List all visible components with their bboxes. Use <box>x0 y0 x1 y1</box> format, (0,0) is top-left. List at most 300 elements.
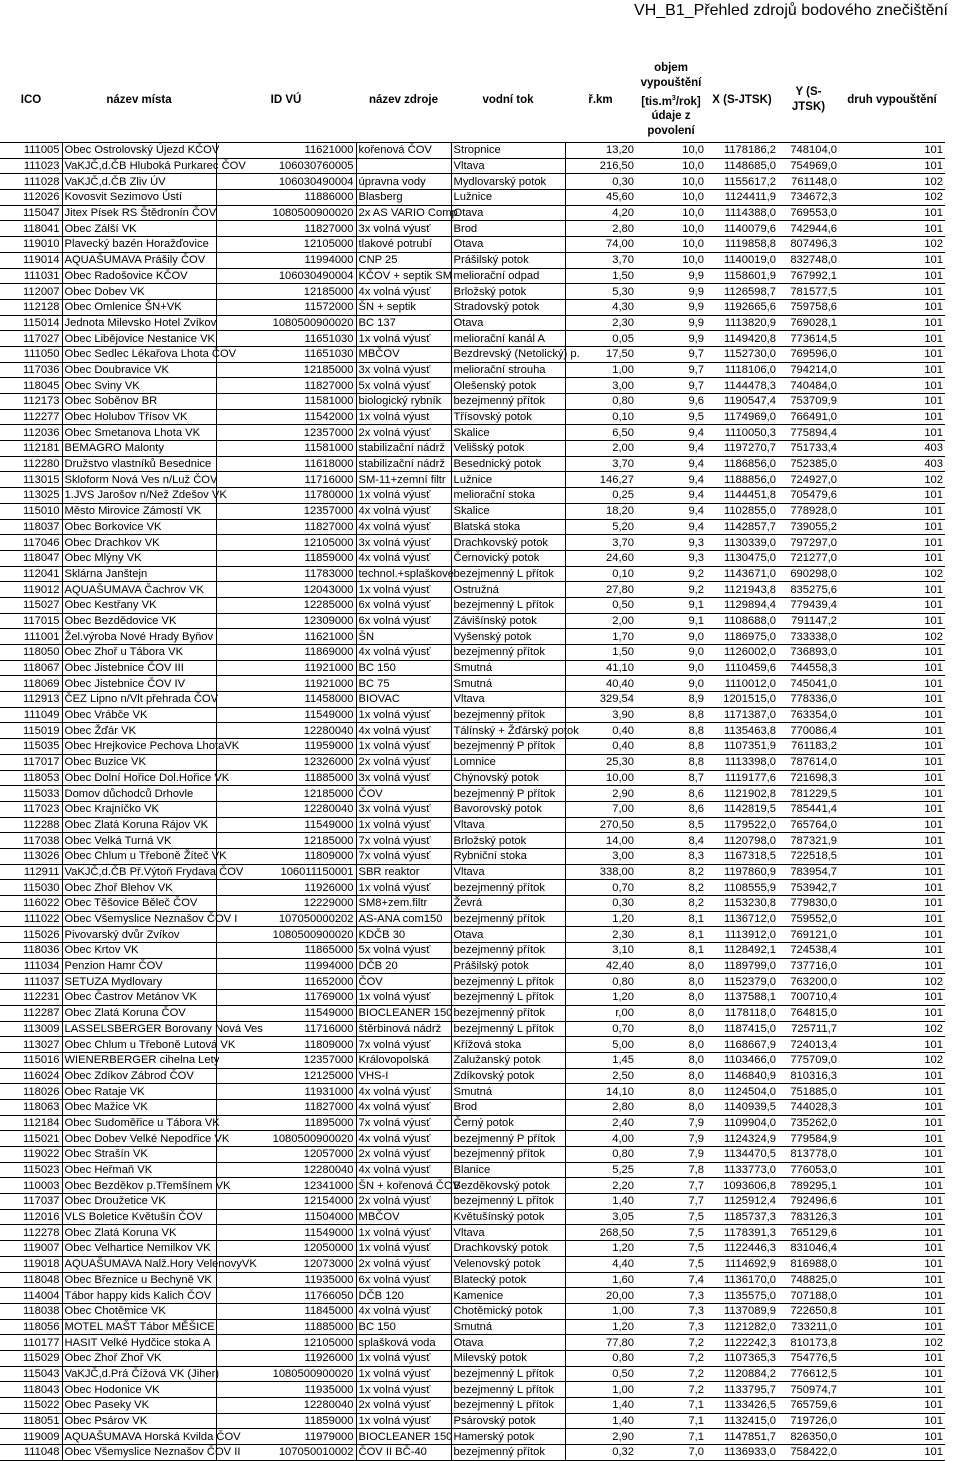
cell-nazev-mista: VaKJČ,d.Prá Čížová VK (Jiher) <box>62 1366 216 1382</box>
cell-nazev-mista: Obec Krtov VK <box>62 943 216 959</box>
cell-rkm: 2,00 <box>565 441 636 457</box>
cell-rkm: 1,70 <box>565 629 636 645</box>
cell-vodni-tok: Vltava <box>451 817 565 833</box>
cell-id-vu: 11549000 <box>216 707 356 723</box>
cell-vodni-tok: Otava <box>451 205 565 221</box>
cell-vodni-tok: bezejmenný přítok <box>451 1005 565 1021</box>
table-row <box>0 1178 945 1194</box>
cell-y: 769596,0 <box>778 346 839 362</box>
cell-ico: 118063 <box>0 1099 62 1115</box>
cell-y: 787321,9 <box>778 833 839 849</box>
cell-y: 737716,0 <box>778 958 839 974</box>
cell-y: 781229,5 <box>778 786 839 802</box>
cell-nazev-mista: Obec Krajníčko VK <box>62 801 216 817</box>
cell-nazev-mista: Obec Sudoměřice u Tábora VK <box>62 1115 216 1131</box>
cell-ico: 115030 <box>0 880 62 896</box>
cell-nazev-zdroje: BC 150 <box>356 1319 451 1335</box>
cell-objem: 7,3 <box>636 1319 706 1335</box>
cell-rkm: r,00 <box>565 1005 636 1021</box>
cell-x: 1108688,0 <box>706 613 778 629</box>
cell-x: 1120798,0 <box>706 833 778 849</box>
cell-id-vu: 11651030 <box>216 346 356 362</box>
cell-rkm: 2,50 <box>565 1068 636 1084</box>
cell-nazev-mista: Domov důchodců Drhovle <box>62 786 216 802</box>
cell-druh: 101 <box>839 739 945 755</box>
cell-y: 769553,0 <box>778 205 839 221</box>
cell-y: 724927,0 <box>778 472 839 488</box>
cell-ico: 115014 <box>0 315 62 331</box>
cell-druh: 101 <box>839 1068 945 1084</box>
cell-ico: 117037 <box>0 1194 62 1210</box>
cell-ico: 118037 <box>0 519 62 535</box>
cell-id-vu: 11979000 <box>216 1429 356 1445</box>
cell-vodni-tok: Květušínský potok <box>451 1209 565 1225</box>
cell-nazev-mista: Obec Doubravice VK <box>62 362 216 378</box>
cell-x: 1114388,0 <box>706 205 778 221</box>
cell-rkm: 27,80 <box>565 582 636 598</box>
cell-vodni-tok: Tálínský + Žďárský potok <box>451 723 565 739</box>
cell-rkm: 0,80 <box>565 394 636 410</box>
cell-id-vu: 106030760005 <box>216 158 356 174</box>
cell-druh: 101 <box>839 801 945 817</box>
cell-y: 752385,0 <box>778 456 839 472</box>
cell-id-vu: 11581000 <box>216 394 356 410</box>
cell-nazev-mista: Jednota Milevsko Hotel Zvíkov <box>62 315 216 331</box>
cell-y: 742944,6 <box>778 221 839 237</box>
cell-nazev-zdroje: 2x volná výusť <box>356 1194 451 1210</box>
cell-objem: 9,0 <box>636 629 706 645</box>
cell-objem: 9,7 <box>636 346 706 362</box>
cell-druh: 101 <box>839 770 945 786</box>
cell-id-vu: 11885000 <box>216 770 356 786</box>
cell-y: 781577,5 <box>778 284 839 300</box>
cell-ico: 119018 <box>0 1256 62 1272</box>
cell-druh: 101 <box>839 346 945 362</box>
cell-vodni-tok: bezejmenný L přítok <box>451 566 565 582</box>
cell-nazev-zdroje: VHS-I <box>356 1068 451 1084</box>
cell-rkm: 3,00 <box>565 848 636 864</box>
table-row <box>0 1413 945 1429</box>
cell-rkm: 2,80 <box>565 221 636 237</box>
cell-nazev-mista: Obec Těšovice Běleč ČOV <box>62 896 216 912</box>
cell-nazev-zdroje: ŠN <box>356 629 451 645</box>
cell-nazev-zdroje: ŠN + septik <box>356 299 451 315</box>
cell-rkm: 1,20 <box>565 1241 636 1257</box>
cell-nazev-mista: VaKJČ,d.ČB Hluboká Purkarec ČOV <box>62 158 216 174</box>
cell-rkm: 14,00 <box>565 833 636 849</box>
cell-rkm: 0,30 <box>565 174 636 190</box>
cell-nazev-mista: Obec Zhoř u Tábora VK <box>62 645 216 661</box>
cell-objem: 9,4 <box>636 472 706 488</box>
cell-objem: 7,9 <box>636 1147 706 1163</box>
cell-objem: 8,2 <box>636 864 706 880</box>
cell-ico: 112184 <box>0 1115 62 1131</box>
cell-id-vu: 12280040 <box>216 1398 356 1414</box>
cell-y: 705479,6 <box>778 488 839 504</box>
cell-id-vu: 106030490004 <box>216 268 356 284</box>
cell-ico: 118043 <box>0 1382 62 1398</box>
cell-x: 1107365,3 <box>706 1350 778 1366</box>
cell-id-vu: 12105000 <box>216 1335 356 1351</box>
cell-y: 826350,0 <box>778 1429 839 1445</box>
cell-druh: 101 <box>839 221 945 237</box>
cell-id-vu: 11935000 <box>216 1272 356 1288</box>
cell-nazev-mista: Obec Ostrolovský Újezd KČOV <box>62 143 216 159</box>
cell-y: 779584,9 <box>778 1131 839 1147</box>
cell-id-vu: 11994000 <box>216 958 356 974</box>
table-row <box>0 1319 945 1335</box>
header-nazev-zdroje: název zdroje <box>368 93 439 106</box>
cell-vodni-tok: Chotěmický potok <box>451 1303 565 1319</box>
cell-druh: 101 <box>839 676 945 692</box>
cell-nazev-mista: Jitex Písek RS Štědronín ČOV <box>62 205 216 221</box>
cell-vodni-tok: Brložský potok <box>451 284 565 300</box>
cell-x: 1140079,6 <box>706 221 778 237</box>
cell-rkm: 4,30 <box>565 299 636 315</box>
cell-x: 1186975,0 <box>706 629 778 645</box>
cell-nazev-mista: AQUAŠUMAVA Prášily ČOV <box>62 252 216 268</box>
cell-rkm: 0,80 <box>565 1350 636 1366</box>
cell-id-vu: 1080500900020 <box>216 1366 356 1382</box>
cell-y: 787614,0 <box>778 754 839 770</box>
table-row <box>0 1037 945 1053</box>
cell-nazev-mista: Tábor happy kids Kalich ČOV <box>62 1288 216 1304</box>
cell-id-vu: 11935000 <box>216 1382 356 1398</box>
cell-ico: 118026 <box>0 1084 62 1100</box>
cell-x: 1110050,3 <box>706 425 778 441</box>
cell-druh: 101 <box>839 1131 945 1147</box>
cell-objem: 8,1 <box>636 911 706 927</box>
cell-rkm: 0,70 <box>565 1021 636 1037</box>
cell-vodni-tok: Kamenice <box>451 1288 565 1304</box>
cell-nazev-zdroje: 7x volná výusť <box>356 833 451 849</box>
cell-objem: 8,2 <box>636 880 706 896</box>
cell-y: 791147,2 <box>778 613 839 629</box>
cell-objem: 9,0 <box>636 645 706 661</box>
cell-druh: 102 <box>839 1052 945 1068</box>
cell-druh: 101 <box>839 394 945 410</box>
cell-x: 1197860,9 <box>706 864 778 880</box>
cell-objem: 9,4 <box>636 441 706 457</box>
cell-nazev-zdroje: 1x volná výusť <box>356 331 451 347</box>
cell-druh: 101 <box>839 833 945 849</box>
cell-objem: 8,8 <box>636 723 706 739</box>
cell-y: 794214,0 <box>778 362 839 378</box>
table-row <box>0 268 945 284</box>
cell-druh: 101 <box>839 692 945 708</box>
cell-y: 750974,7 <box>778 1382 839 1398</box>
table-row <box>0 550 945 566</box>
cell-y: 813778,0 <box>778 1147 839 1163</box>
cell-id-vu: 11931000 <box>216 1084 356 1100</box>
cell-druh: 101 <box>839 143 945 159</box>
cell-x: 1122446,3 <box>706 1241 778 1257</box>
cell-nazev-zdroje: 4x volná výusť <box>356 1162 451 1178</box>
cell-druh: 101 <box>839 1413 945 1429</box>
cell-id-vu: 1080500900020 <box>216 205 356 221</box>
table-row <box>0 535 945 551</box>
cell-objem: 7,2 <box>636 1382 706 1398</box>
header-ico: ICO <box>20 93 42 106</box>
cell-id-vu: 12357000 <box>216 503 356 519</box>
cell-nazev-mista: Město Mirovice Zámostí VK <box>62 503 216 519</box>
cell-x: 1178118,0 <box>706 1005 778 1021</box>
cell-ico: 111037 <box>0 974 62 990</box>
table-row <box>0 1084 945 1100</box>
cell-ico: 118053 <box>0 770 62 786</box>
cell-nazev-mista: Obec Jistebnice ČOV III <box>62 660 216 676</box>
cell-druh: 102 <box>839 629 945 645</box>
cell-ico: 118047 <box>0 550 62 566</box>
cell-x: 1121902,8 <box>706 786 778 802</box>
cell-vodni-tok: Velišský potok <box>451 441 565 457</box>
cell-nazev-mista: Obec Borkovice VK <box>62 519 216 535</box>
cell-nazev-mista: ČEZ Lipno n/Vlt přehrada ČOV <box>62 692 216 708</box>
cell-vodni-tok: bezejmenný L přítok <box>451 597 565 613</box>
cell-rkm: 0,70 <box>565 880 636 896</box>
cell-nazev-mista: Obec Rataje VK <box>62 1084 216 1100</box>
cell-objem: 8,1 <box>636 927 706 943</box>
cell-druh: 101 <box>839 1382 945 1398</box>
cell-nazev-mista: Obec Mlýny VK <box>62 550 216 566</box>
cell-id-vu: 11921000 <box>216 676 356 692</box>
cell-druh: 403 <box>839 456 945 472</box>
cell-x: 1168667,9 <box>706 1037 778 1053</box>
cell-nazev-zdroje: 1x volná výusť <box>356 739 451 755</box>
cell-x: 1140019,0 <box>706 252 778 268</box>
cell-y: 776612,5 <box>778 1366 839 1382</box>
cell-y: 766491,0 <box>778 409 839 425</box>
cell-vodni-tok: bezejmenný L přítok <box>451 1366 565 1382</box>
header-objem <box>636 58 706 143</box>
cell-y: 753942,7 <box>778 880 839 896</box>
cell-ico: 112016 <box>0 1209 62 1225</box>
cell-x: 1135575,0 <box>706 1288 778 1304</box>
cell-x: 1133426,5 <box>706 1398 778 1414</box>
cell-rkm: 18,20 <box>565 503 636 519</box>
cell-id-vu: 106030490004 <box>216 174 356 190</box>
cell-rkm: 2,80 <box>565 1099 636 1115</box>
cell-nazev-mista: Obec Chlum u Třeboně Lutová VK <box>62 1037 216 1053</box>
cell-nazev-zdroje: biologický rybník <box>356 394 451 410</box>
cell-nazev-zdroje: 4x volná výusť <box>356 519 451 535</box>
cell-id-vu: 11652000 <box>216 974 356 990</box>
cell-rkm: 2,00 <box>565 613 636 629</box>
cell-nazev-mista: Obec Velhartice Nemilkov VK <box>62 1241 216 1257</box>
table-row <box>0 911 945 927</box>
cell-rkm: 2,30 <box>565 927 636 943</box>
cell-vodni-tok: Rybniční stoka <box>451 848 565 864</box>
cell-ico: 119010 <box>0 237 62 253</box>
cell-x: 1178186,2 <box>706 143 778 159</box>
cell-druh: 101 <box>839 707 945 723</box>
cell-ico: 118067 <box>0 660 62 676</box>
cell-nazev-zdroje: úpravna vody <box>356 174 451 190</box>
cell-nazev-zdroje: 3x volná výusť <box>356 535 451 551</box>
cell-nazev-zdroje: 1x volná výusť <box>356 817 451 833</box>
cell-ico: 110177 <box>0 1335 62 1351</box>
cell-vodni-tok: Velenovský potok <box>451 1256 565 1272</box>
cell-objem: 10,0 <box>636 143 706 159</box>
cell-objem: 8,8 <box>636 754 706 770</box>
cell-druh: 101 <box>839 1178 945 1194</box>
cell-ico: 112280 <box>0 456 62 472</box>
cell-objem: 8,8 <box>636 739 706 755</box>
cell-y: 792496,6 <box>778 1194 839 1210</box>
cell-druh: 101 <box>839 409 945 425</box>
cell-vodni-tok: meliorační strouha <box>451 362 565 378</box>
cell-vodni-tok: Prášilský potok <box>451 252 565 268</box>
cell-objem: 9,4 <box>636 503 706 519</box>
cell-y: 764815,0 <box>778 1005 839 1021</box>
table-row <box>0 1288 945 1304</box>
cell-druh: 101 <box>839 1319 945 1335</box>
table-body <box>0 143 945 1461</box>
cell-y: 725711,7 <box>778 1021 839 1037</box>
cell-ico: 112287 <box>0 1005 62 1021</box>
cell-objem: 7,3 <box>636 1288 706 1304</box>
cell-objem: 9,4 <box>636 519 706 535</box>
cell-druh: 101 <box>839 378 945 394</box>
cell-y: 773614,5 <box>778 331 839 347</box>
cell-id-vu: 12280040 <box>216 1162 356 1178</box>
cell-nazev-mista: Obec Sedlec Lékařova Lhota ČOV <box>62 346 216 362</box>
cell-y: 733338,0 <box>778 629 839 645</box>
cell-objem: 7,7 <box>636 1178 706 1194</box>
cell-ico: 115029 <box>0 1350 62 1366</box>
cell-objem: 8,6 <box>636 786 706 802</box>
cell-nazev-zdroje: ČOV <box>356 786 451 802</box>
cell-y: 754776,5 <box>778 1350 839 1366</box>
cell-ico: 115022 <box>0 1398 62 1414</box>
cell-id-vu: 11549000 <box>216 817 356 833</box>
cell-rkm: 0,25 <box>565 488 636 504</box>
cell-x: 1132415,0 <box>706 1413 778 1429</box>
cell-objem: 8,8 <box>636 707 706 723</box>
cell-nazev-mista: Obec Bezdědovice VK <box>62 613 216 629</box>
table-row <box>0 1005 945 1021</box>
cell-x: 1124411,9 <box>706 190 778 206</box>
cell-y: 765764,0 <box>778 817 839 833</box>
cell-nazev-zdroje: 4x volná výusť <box>356 503 451 519</box>
cell-nazev-mista: Obec Strašín VK <box>62 1147 216 1163</box>
cell-rkm: 1,20 <box>565 911 636 927</box>
cell-y: 721277,0 <box>778 550 839 566</box>
cell-nazev-mista: Obec Zálší VK <box>62 221 216 237</box>
cell-nazev-mista: BEMAGRO Malonty <box>62 441 216 457</box>
cell-y: 783126,3 <box>778 1209 839 1225</box>
cell-nazev-zdroje: BC 75 <box>356 676 451 692</box>
cell-y: 744028,3 <box>778 1099 839 1115</box>
cell-vodni-tok: Bavorovský potok <box>451 801 565 817</box>
cell-rkm: 77,80 <box>565 1335 636 1351</box>
cell-ico: 113027 <box>0 1037 62 1053</box>
cell-rkm: 1,00 <box>565 1382 636 1398</box>
cell-y: 745041,0 <box>778 676 839 692</box>
cell-ico: 116022 <box>0 896 62 912</box>
table-row <box>0 1272 945 1288</box>
cell-nazev-zdroje: technol.+splaškové <box>356 566 451 582</box>
cell-nazev-mista: Obec Vrábče VK <box>62 707 216 723</box>
cell-druh: 101 <box>839 205 945 221</box>
cell-rkm: 3,90 <box>565 707 636 723</box>
cell-vodni-tok: Otava <box>451 315 565 331</box>
cell-id-vu: 12043000 <box>216 582 356 598</box>
cell-ico: 115027 <box>0 597 62 613</box>
cell-vodni-tok: Vyšenský potok <box>451 629 565 645</box>
cell-ico: 115026 <box>0 927 62 943</box>
cell-druh: 101 <box>839 1445 945 1461</box>
cell-vodni-tok: Stropnice <box>451 143 565 159</box>
cell-id-vu: 11926000 <box>216 1350 356 1366</box>
cell-id-vu: 12326000 <box>216 754 356 770</box>
cell-vodni-tok: Zalužanský potok <box>451 1052 565 1068</box>
cell-nazev-zdroje: 1x volná výusť <box>356 1382 451 1398</box>
cell-nazev-mista: Obec Droužetice VK <box>62 1194 216 1210</box>
cell-nazev-zdroje: 7x volná výusť <box>356 1037 451 1053</box>
cell-vodni-tok: bezejmenný L přítok <box>451 1021 565 1037</box>
cell-x: 1142857,7 <box>706 519 778 535</box>
cell-objem: 7,4 <box>636 1272 706 1288</box>
cell-objem: 7,2 <box>636 1350 706 1366</box>
cell-objem: 9,5 <box>636 409 706 425</box>
cell-x: 1121943,8 <box>706 582 778 598</box>
cell-nazev-zdroje: kořenová ČOV <box>356 143 451 159</box>
cell-objem: 9,0 <box>636 660 706 676</box>
cell-y: 733211,0 <box>778 1319 839 1335</box>
cell-nazev-zdroje: 2x volná výusť <box>356 1398 451 1414</box>
cell-objem: 7,1 <box>636 1429 706 1445</box>
cell-vodni-tok: bezejmenný přítok <box>451 1147 565 1163</box>
cell-nazev-mista: AQUAŠUMAVA Nalž.Hory VelenovyVK <box>62 1256 216 1272</box>
cell-druh: 101 <box>839 786 945 802</box>
cell-vodni-tok: bezejmenný P přítok <box>451 1131 565 1147</box>
cell-y: 724013,4 <box>778 1037 839 1053</box>
cell-druh: 101 <box>839 645 945 661</box>
cell-id-vu: 11549000 <box>216 1005 356 1021</box>
table-row <box>0 801 945 817</box>
table-row <box>0 707 945 723</box>
cell-nazev-zdroje: tlakové potrubí <box>356 237 451 253</box>
table-row <box>0 205 945 221</box>
cell-nazev-mista: VLS Boletice Květušín ČOV <box>62 1209 216 1225</box>
cell-nazev-mista: Obec Bezděkov p.Třemšínem VK <box>62 1178 216 1194</box>
cell-druh: 101 <box>839 597 945 613</box>
cell-ico: 115019 <box>0 723 62 739</box>
cell-ico: 111050 <box>0 346 62 362</box>
table-row <box>0 1225 945 1241</box>
cell-id-vu: 11572000 <box>216 299 356 315</box>
cell-vodni-tok: bezejmenný přítok <box>451 911 565 927</box>
cell-rkm: 0,32 <box>565 1445 636 1461</box>
cell-y: 810173,8 <box>778 1335 839 1351</box>
cell-x: 1190547,4 <box>706 394 778 410</box>
cell-druh: 101 <box>839 1209 945 1225</box>
cell-y: 831046,4 <box>778 1241 839 1257</box>
cell-nazev-zdroje: ČOV II BČ-40 <box>356 1445 451 1461</box>
cell-ico: 115047 <box>0 205 62 221</box>
cell-nazev-zdroje: 4x volná výusť <box>356 1099 451 1115</box>
cell-id-vu: 11716000 <box>216 1021 356 1037</box>
table-row <box>0 174 945 190</box>
cell-nazev-mista: HASIT Velké Hydčice stoka A <box>62 1335 216 1351</box>
table-row <box>0 331 945 347</box>
cell-ico: 111034 <box>0 958 62 974</box>
cell-vodni-tok: Třísovský potok <box>451 409 565 425</box>
cell-x: 1144451,8 <box>706 488 778 504</box>
cell-ico: 115016 <box>0 1052 62 1068</box>
cell-objem: 9,0 <box>636 676 706 692</box>
